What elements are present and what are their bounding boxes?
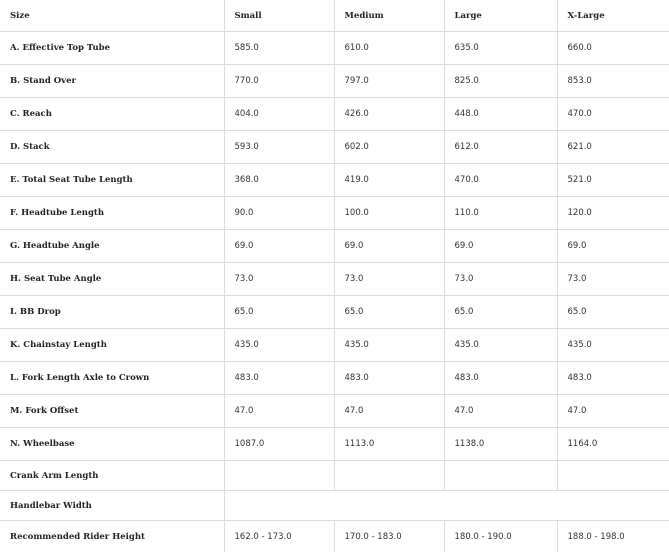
- cell-small: 162.0 - 173.0: [224, 521, 334, 552]
- header-row: [0, 0, 669, 32]
- row-label: Recommended Rider Height: [0, 521, 224, 552]
- table-row: [0, 164, 669, 197]
- cell-x-large: 483.0: [557, 362, 669, 395]
- table-row: [0, 65, 669, 98]
- table-row: [0, 296, 669, 329]
- cell-large: 470.0: [444, 164, 557, 197]
- cell-x-large: 1164.0: [557, 428, 669, 461]
- cell-medium: 610.0: [334, 32, 444, 65]
- cell-x-large: 621.0: [557, 131, 669, 164]
- cell-x-large: [557, 461, 669, 491]
- cell-large: [444, 461, 557, 491]
- row-label: H. Seat Tube Angle: [0, 263, 224, 296]
- cell-merged: [224, 491, 669, 521]
- cell-x-large: 435.0: [557, 329, 669, 362]
- table-row: [0, 521, 669, 552]
- cell-large: 635.0: [444, 32, 557, 65]
- cell-x-large: 65.0: [557, 296, 669, 329]
- cell-small: 90.0: [224, 197, 334, 230]
- cell-large: 180.0 - 190.0: [444, 521, 557, 552]
- table-row: [0, 197, 669, 230]
- cell-large: 47.0: [444, 395, 557, 428]
- cell-x-large: 470.0: [557, 98, 669, 131]
- row-label: F. Headtube Length: [0, 197, 224, 230]
- table-row: [0, 263, 669, 296]
- cell-large: 69.0: [444, 230, 557, 263]
- row-label: D. Stack: [0, 131, 224, 164]
- cell-small: 69.0: [224, 230, 334, 263]
- cell-small: 770.0: [224, 65, 334, 98]
- cell-small: 404.0: [224, 98, 334, 131]
- cell-medium: 602.0: [334, 131, 444, 164]
- table-row: [0, 230, 669, 263]
- header-size: Size: [0, 0, 224, 32]
- cell-x-large: 853.0: [557, 65, 669, 98]
- row-label: Handlebar Width: [0, 491, 224, 521]
- row-label: A. Effective Top Tube: [0, 32, 224, 65]
- cell-medium: 170.0 - 183.0: [334, 521, 444, 552]
- cell-medium: 69.0: [334, 230, 444, 263]
- cell-x-large: 47.0: [557, 395, 669, 428]
- row-label: C. Reach: [0, 98, 224, 131]
- cell-x-large: 73.0: [557, 263, 669, 296]
- cell-small: 435.0: [224, 329, 334, 362]
- row-label: K. Chainstay Length: [0, 329, 224, 362]
- cell-small: [224, 461, 334, 491]
- row-label: N. Wheelbase: [0, 428, 224, 461]
- cell-x-large: 660.0: [557, 32, 669, 65]
- header-small: Small: [224, 0, 334, 32]
- cell-large: 1138.0: [444, 428, 557, 461]
- header-medium: Medium: [334, 0, 444, 32]
- row-label: G. Headtube Angle: [0, 230, 224, 263]
- cell-large: 73.0: [444, 263, 557, 296]
- header-large: Large: [444, 0, 557, 32]
- table-row: [0, 491, 669, 521]
- cell-large: 435.0: [444, 329, 557, 362]
- cell-medium: 797.0: [334, 65, 444, 98]
- cell-large: 612.0: [444, 131, 557, 164]
- table-row: [0, 461, 669, 491]
- cell-large: 483.0: [444, 362, 557, 395]
- cell-large: 825.0: [444, 65, 557, 98]
- cell-medium: 483.0: [334, 362, 444, 395]
- row-label: M. Fork Offset: [0, 395, 224, 428]
- header-x-large: X-Large: [557, 0, 669, 32]
- cell-small: 73.0: [224, 263, 334, 296]
- cell-small: 47.0: [224, 395, 334, 428]
- cell-small: 368.0: [224, 164, 334, 197]
- cell-x-large: 69.0: [557, 230, 669, 263]
- table-row: [0, 131, 669, 164]
- cell-small: 483.0: [224, 362, 334, 395]
- row-label: L. Fork Length Axle to Crown: [0, 362, 224, 395]
- table-row: [0, 32, 669, 65]
- cell-x-large: 120.0: [557, 197, 669, 230]
- row-label: B. Stand Over: [0, 65, 224, 98]
- row-label: I. BB Drop: [0, 296, 224, 329]
- row-label: E. Total Seat Tube Length: [0, 164, 224, 197]
- cell-x-large: 521.0: [557, 164, 669, 197]
- cell-medium: 47.0: [334, 395, 444, 428]
- cell-medium: 100.0: [334, 197, 444, 230]
- table-row: [0, 329, 669, 362]
- cell-medium: 1113.0: [334, 428, 444, 461]
- table-row: [0, 395, 669, 428]
- cell-small: 1087.0: [224, 428, 334, 461]
- cell-x-large: 188.0 - 198.0: [557, 521, 669, 552]
- cell-medium: 65.0: [334, 296, 444, 329]
- table-row: [0, 428, 669, 461]
- cell-medium: 419.0: [334, 164, 444, 197]
- cell-large: 110.0: [444, 197, 557, 230]
- cell-large: 65.0: [444, 296, 557, 329]
- cell-small: 593.0: [224, 131, 334, 164]
- cell-medium: 73.0: [334, 263, 444, 296]
- table-row: [0, 362, 669, 395]
- cell-medium: [334, 461, 444, 491]
- table-row: [0, 98, 669, 131]
- cell-large: 448.0: [444, 98, 557, 131]
- row-label: Crank Arm Length: [0, 461, 224, 491]
- cell-small: 65.0: [224, 296, 334, 329]
- cell-medium: 426.0: [334, 98, 444, 131]
- cell-small: 585.0: [224, 32, 334, 65]
- cell-medium: 435.0: [334, 329, 444, 362]
